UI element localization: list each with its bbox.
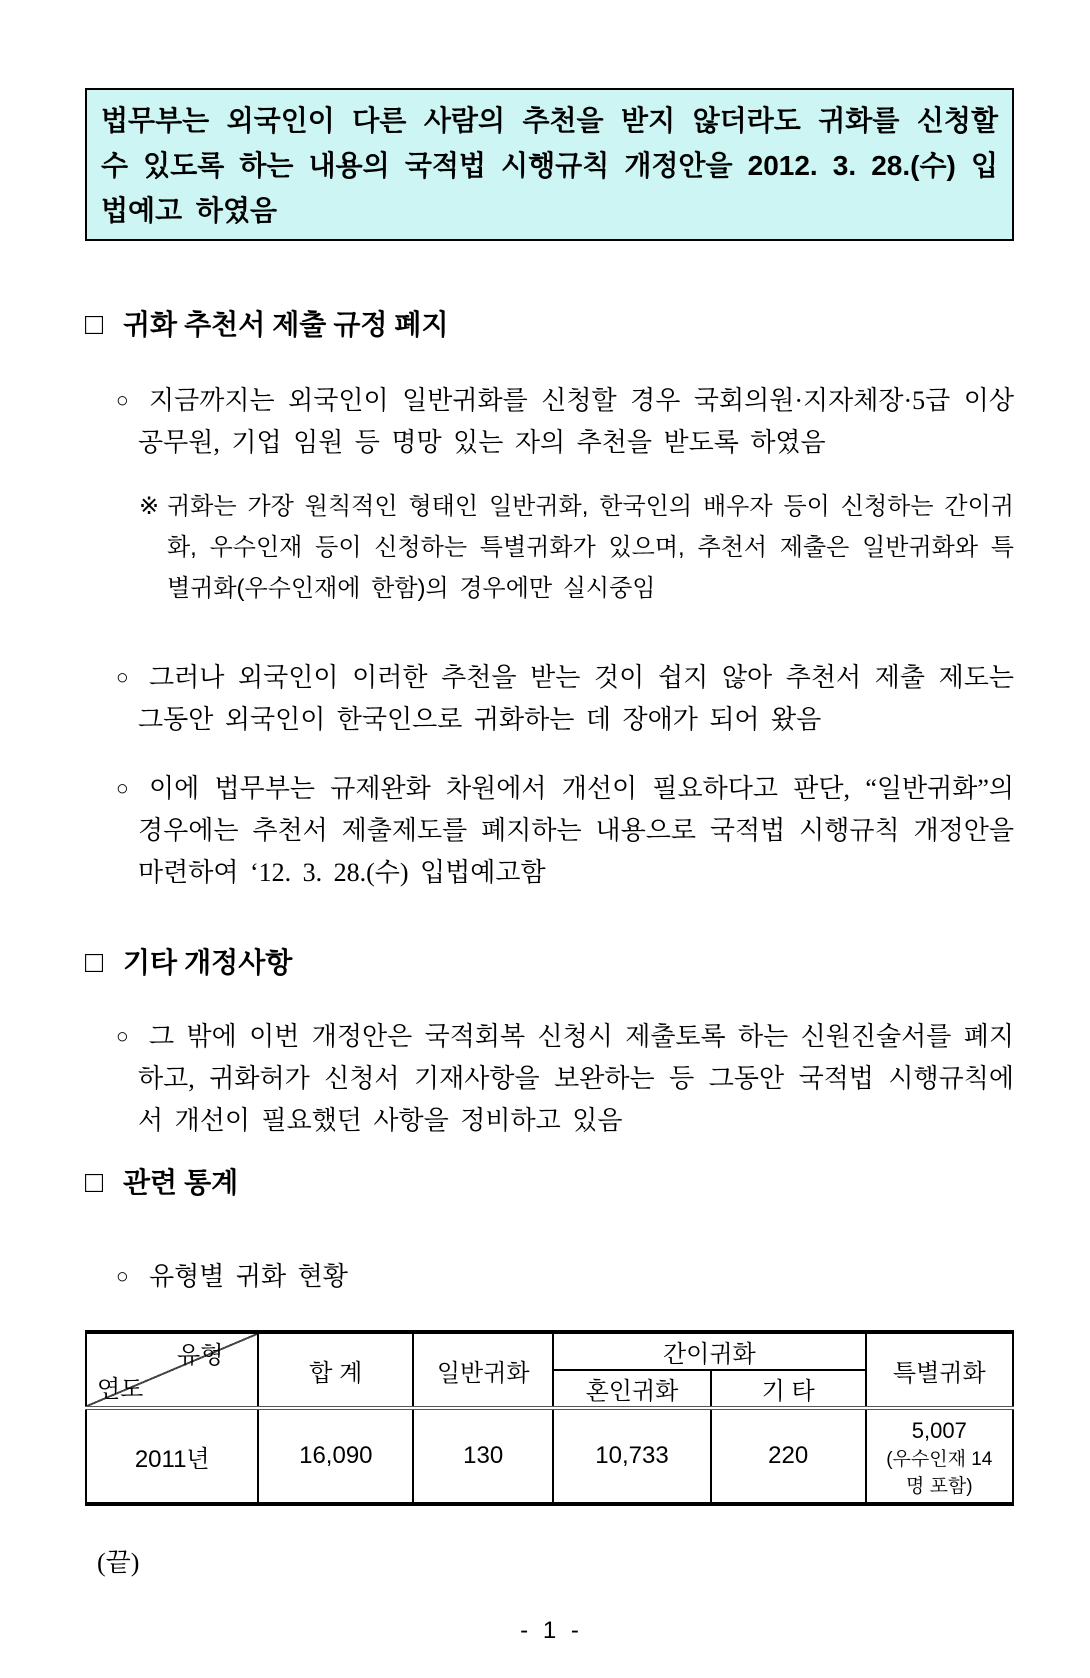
cell-special-value: 5,007	[911, 1418, 967, 1443]
col-header-simplified: 간이귀화	[553, 1332, 865, 1370]
paragraph-3-text: 이에 법무부는 규제완화 차원에서 개선이 필요하다고 판단, “일반귀화”의 경우에는 추천서 제출제도를 폐지하는 내용으로 국적법 시행규칙 개정안을 마련하여 ‘12. 3. 28.(수) 입법예고함	[138, 774, 1014, 887]
circle-bullet-icon: ○	[116, 388, 129, 412]
section-heading-2-text: 기타 개정사항	[123, 948, 293, 979]
section-heading-3-text: 관련 통계	[123, 1168, 239, 1199]
cell-general: 130	[413, 1408, 553, 1504]
cell-other: 220	[711, 1408, 866, 1504]
end-mark: (끝)	[97, 1548, 140, 1577]
summary-text: 법무부는 외국인이 다른 사람의 추천을 받지 않더라도 귀화를 신청할 수 있도록 하는 내용의 국적법 시행규칙 개정안을 2012. 3. 28.(수) 입법예고 하였음	[101, 105, 998, 226]
document-content	[0, 88, 1090, 1646]
paragraph-3	[85, 767, 1014, 894]
paragraph-5-text: 유형별 귀화 현황	[149, 1262, 348, 1291]
paragraph-1	[85, 379, 1014, 464]
reference-mark-icon: ※	[139, 493, 160, 520]
cell-special	[866, 1408, 1013, 1504]
circle-bullet-icon: ○	[116, 665, 129, 689]
summary-box	[85, 88, 1014, 241]
circle-bullet-icon: ○	[116, 1024, 129, 1048]
col-header-other: 기 타	[711, 1370, 866, 1408]
col-header-marriage: 혼인귀화	[553, 1370, 711, 1408]
corner-label-type: 유형	[177, 1342, 224, 1369]
paragraph-1-text: 지금까지는 외국인이 일반귀화를 신청할 경우 국회의원·지자체장·5급 이상 공무원, 기업 임원 등 명망 있는 자의 추천을 받도록 하였음	[138, 386, 1014, 457]
table-data-row	[86, 1408, 1013, 1504]
col-header-total: 합 계	[258, 1332, 413, 1408]
naturalization-stats-table	[85, 1330, 1014, 1506]
cell-year: 2011년	[86, 1408, 258, 1504]
section-heading-3	[85, 1166, 1014, 1201]
section-heading-1-text: 귀화 추천서 제출 규정 폐지	[123, 310, 449, 341]
reference-note	[85, 486, 1014, 609]
document-page	[0, 88, 1090, 1678]
square-marker-icon: □	[85, 1166, 104, 1199]
paragraph-2	[85, 656, 1014, 741]
col-header-special: 특별귀화	[866, 1332, 1013, 1408]
paragraph-2-text: 그러나 외국인이 이러한 추천을 받는 것이 쉽지 않아 추천서 제출 제도는 그동안 외국인이 한국인으로 귀화하는 데 장애가 되어 왔음	[138, 663, 1014, 734]
diagonal-header-cell	[86, 1332, 258, 1408]
paragraph-4-text: 그 밖에 이번 개정안은 국적회복 신청시 제출토록 하는 신원진술서를 폐지하고, 귀화허가 신청서 기재사항을 보완하는 등 그동안 국적법 시행규칙에서 개선이 필요했던 사항을 정비하고 있음	[138, 1022, 1014, 1135]
square-marker-icon: □	[85, 308, 104, 341]
paragraph-4	[85, 1015, 1014, 1142]
section-heading-2	[85, 946, 1014, 981]
corner-label-year: 연도	[97, 1376, 144, 1403]
page-number: - 1 -	[520, 1617, 579, 1644]
col-header-general: 일반귀화	[413, 1332, 553, 1408]
cell-total: 16,090	[258, 1408, 413, 1504]
cell-special-note: (우수인재 14명 포함)	[886, 1449, 993, 1497]
section-heading-1	[85, 308, 1014, 343]
circle-bullet-icon: ○	[116, 1264, 129, 1288]
cell-marriage: 10,733	[553, 1408, 711, 1504]
paragraph-5	[85, 1255, 1014, 1298]
reference-note-text: 귀화는 가장 원칙적인 형태인 일반귀화, 한국인의 배우자 등이 신청하는 간이귀화, 우수인재 등이 신청하는 특별귀화가 있으며, 추천서 제출은 일반귀화와 특별귀화(우수인재에 한함)의 경우에만 실시중임	[167, 493, 1014, 602]
table-header-row-1	[86, 1332, 1013, 1370]
circle-bullet-icon: ○	[116, 776, 129, 800]
square-marker-icon: □	[85, 946, 104, 979]
